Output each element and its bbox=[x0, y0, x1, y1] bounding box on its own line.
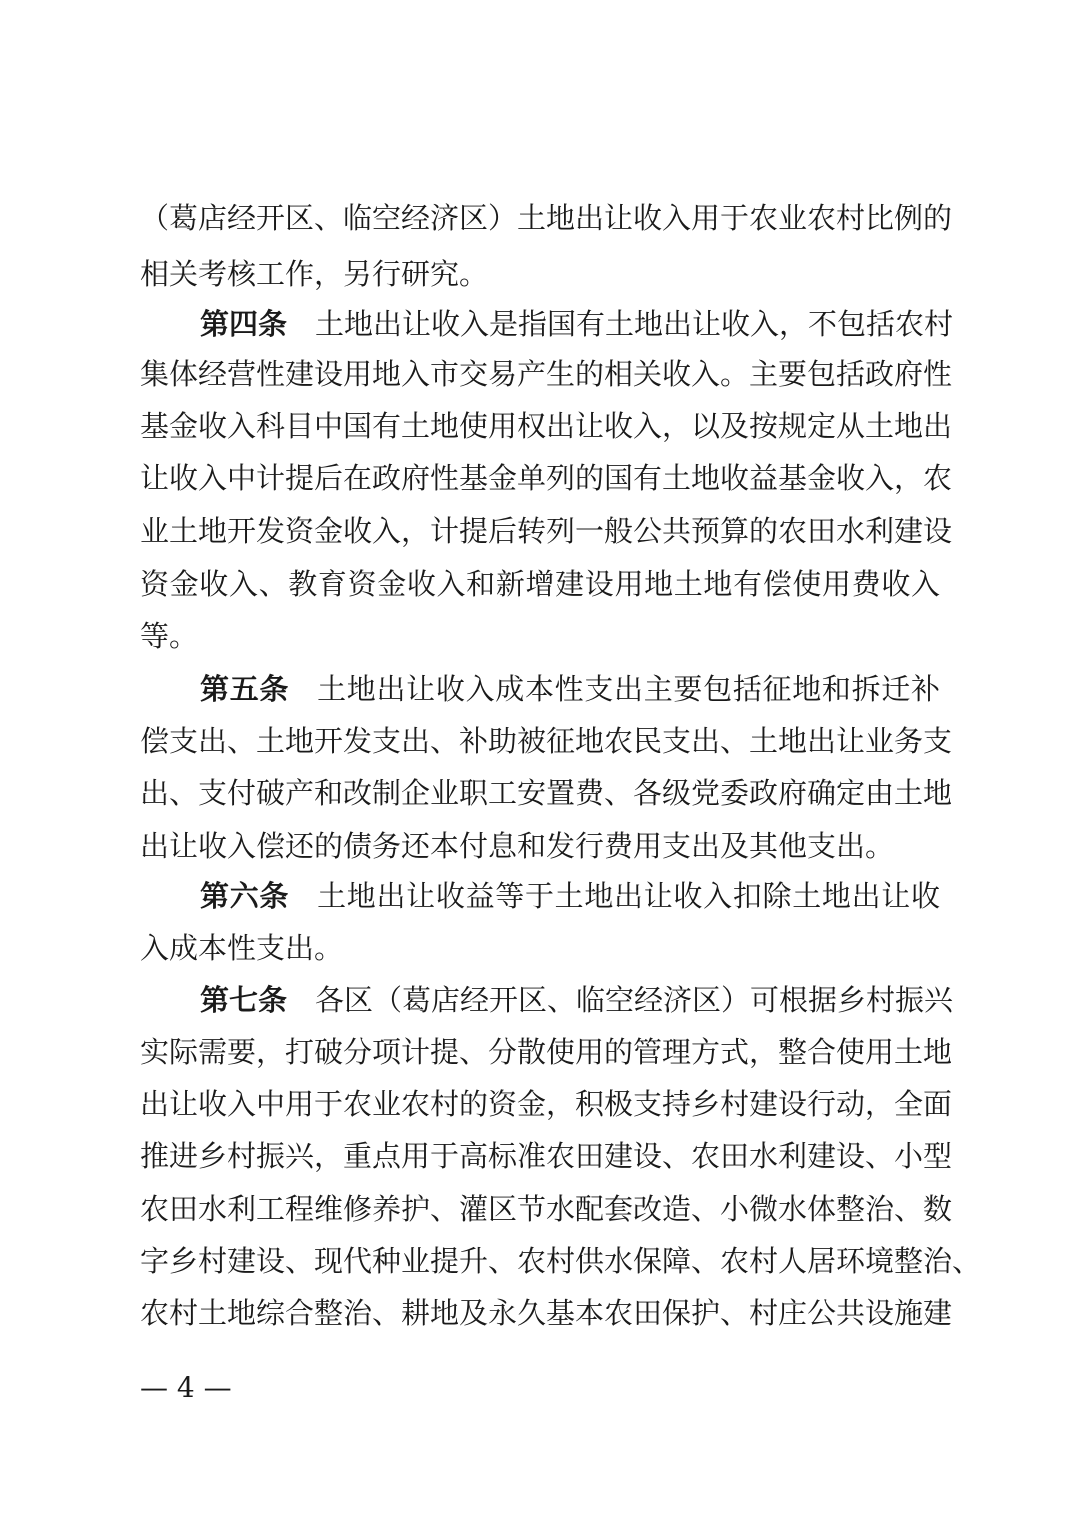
article-6-label: 第六条 bbox=[200, 879, 290, 913]
page-number: — 4 — bbox=[140, 1371, 232, 1404]
paragraph-line: 偿支出、土地开发支出、补助被征地农民支出、土地出让业务支 bbox=[140, 724, 953, 758]
paragraph-line: 入成本性支出。 bbox=[140, 931, 344, 965]
article-7-label: 第七条 bbox=[200, 983, 288, 1017]
paragraph-line: 出、支付破产和改制企业职工安置费、各级党委政府确定由土地 bbox=[140, 776, 953, 810]
paragraph-line: 出让收入偿还的债务还本付息和发行费用支出及其他支出。 bbox=[140, 829, 895, 863]
paragraph-line: 基金收入科目中国有土地使用权出让收入，以及按规定从土地出 bbox=[140, 409, 953, 443]
article-4-label: 第四条 bbox=[200, 307, 288, 341]
paragraph-line: 资金收入、教育资金收入和新增建设用地土地有偿使用费收入 bbox=[140, 567, 940, 601]
paragraph-line: 相关考核工作，另行研究。 bbox=[140, 257, 489, 291]
paragraph-line: 等。 bbox=[140, 619, 199, 653]
article-7-first-line: 第七条 各区（葛店经开区、临空经济区）可根据乡村振兴 bbox=[200, 983, 954, 1017]
paragraph-line: （葛店经开区、临空经济区）土地出让收入用于农业农村比例的 bbox=[140, 201, 953, 235]
paragraph-line: 农田水利工程维修养护、灌区节水配套改造、小微水体整治、数 bbox=[140, 1192, 953, 1226]
paragraph-line: 推进乡村振兴，重点用于高标准农田建设、农田水利建设、小型 bbox=[140, 1139, 953, 1173]
paragraph-line: 业土地开发资金收入，计提后转列一般公共预算的农田水利建设 bbox=[140, 514, 953, 548]
article-4-first-line: 第四条 土地出让收入是指国有土地出让收入，不包括农村 bbox=[200, 307, 954, 341]
article-5-first-line: 第五条 土地出让收入成本性支出主要包括征地和拆迁补 bbox=[200, 672, 940, 706]
article-6-first-line: 第六条 土地出让收益等于土地出让收入扣除土地出让收 bbox=[200, 879, 940, 913]
paragraph-line: 集体经营性建设用地入市交易产生的相关收入。主要包括政府性 bbox=[140, 357, 953, 391]
paragraph-line: 字乡村建设、现代种业提升、农村供水保障、农村人居环境整治、 bbox=[140, 1244, 982, 1278]
paragraph-line: 出让收入中用于农业农村的资金，积极支持乡村建设行动，全面 bbox=[140, 1087, 953, 1121]
paragraph-line: 让收入中计提后在政府性基金单列的国有土地收益基金收入，农 bbox=[140, 461, 953, 495]
paragraph-line: 实际需要，打破分项计提、分散使用的管理方式，整合使用土地 bbox=[140, 1035, 953, 1069]
paragraph-line: 农村土地综合整治、耕地及永久基本农田保护、村庄公共设施建 bbox=[140, 1296, 953, 1330]
article-5-label: 第五条 bbox=[200, 672, 290, 706]
